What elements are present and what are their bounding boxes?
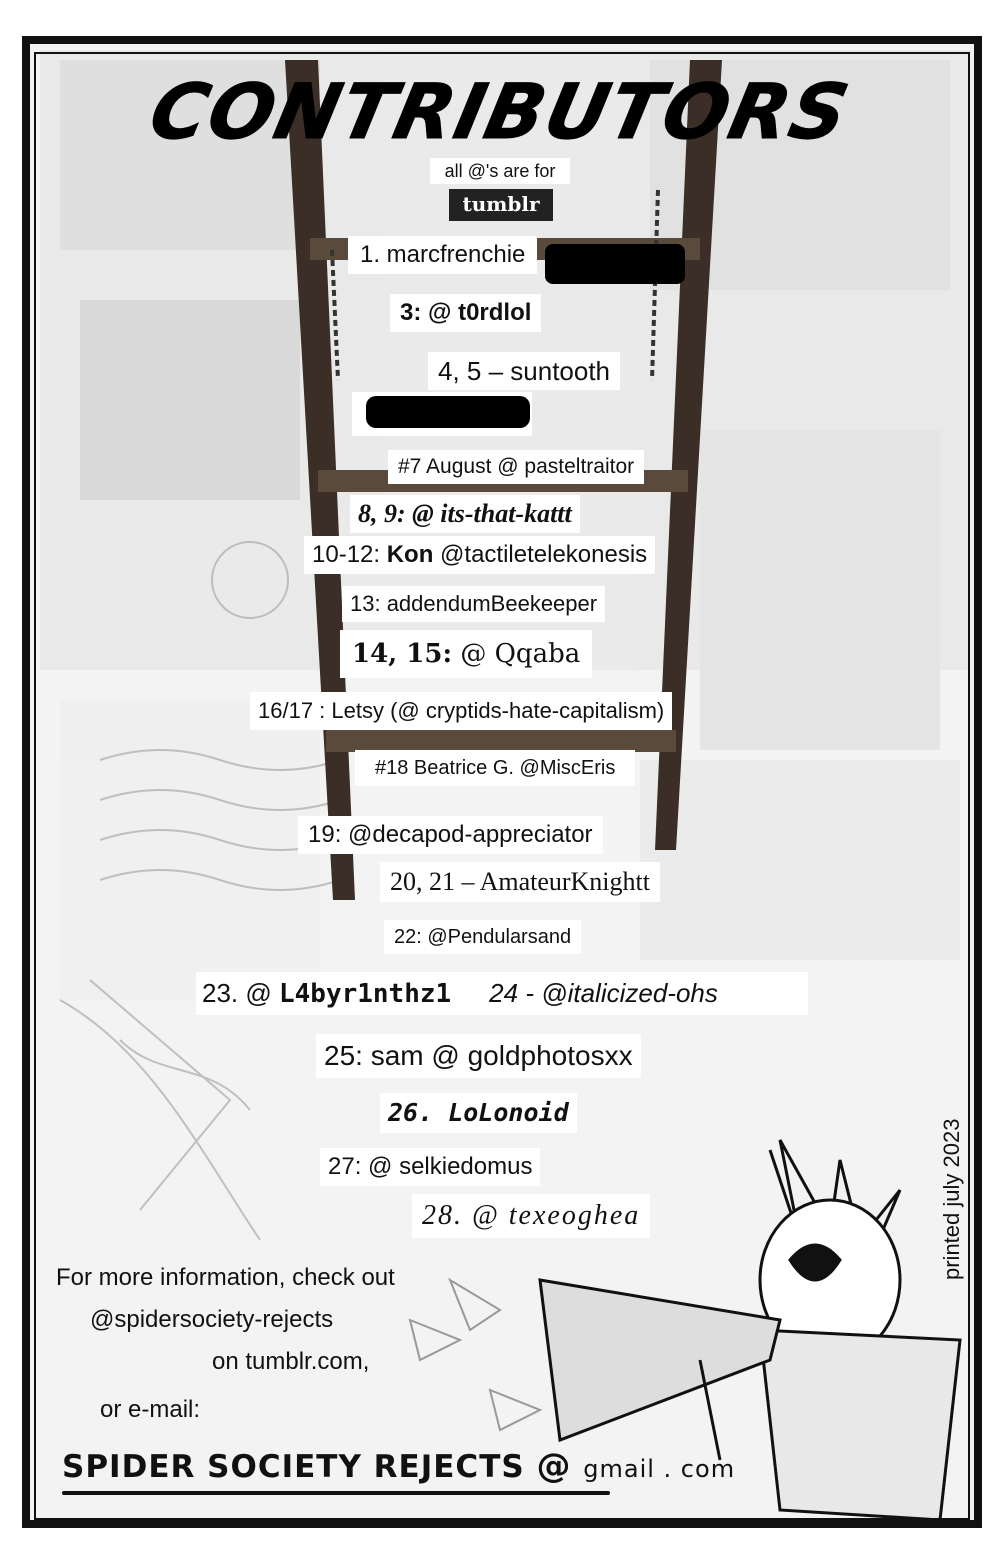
contributor-23-24 (196, 972, 808, 1015)
contributor-13: 13: addendumBeekeeper (342, 586, 605, 622)
email-domain: gmail . com (583, 1455, 736, 1483)
contributor-10-12-prefix: 10-12: (312, 541, 387, 568)
contributor-28: 28. @ texeoghea (412, 1194, 650, 1238)
contributor-3: 3: @ t0rdlol (390, 294, 541, 332)
contributor-8-9: 8, 9: @ its-that-kattt (350, 495, 580, 533)
contributor-7: #7 August @ pasteltraitor (388, 450, 644, 484)
contributor-10-12 (304, 536, 655, 574)
contributor-20-21: 20, 21 – AmateurKnightt (380, 862, 660, 902)
redaction-mark (366, 396, 530, 428)
footer-info-line1: For more information, check out (56, 1264, 395, 1291)
tumblr-note: all @'s are for (430, 158, 570, 184)
contributor-26: 26. LoLonoid (380, 1093, 577, 1133)
contributor-14-15 (340, 630, 592, 678)
redaction-mark (545, 244, 685, 284)
contributor-1: 1. marcfrenchie (348, 236, 537, 274)
email-name: SPIDER SOCIETY REJECTS (62, 1449, 525, 1485)
contributor-23-handle: L4byr1nthz1 (278, 979, 452, 1009)
tumblr-logo: tumblr (449, 189, 553, 221)
footer-info-line4: or e-mail: (100, 1396, 201, 1423)
contributor-27: 27: @ selkiedomus (320, 1148, 540, 1186)
contributor-19: 19: @decapod-appreciator (298, 816, 603, 854)
contributor-10-12-name: Kon (386, 541, 434, 568)
contributor-24: 24 - @italicized-ohs (489, 978, 718, 1008)
contributor-10-12-handle: @tactiletelekonesis (433, 541, 648, 568)
contributor-23-prefix: 23. @ (202, 978, 279, 1008)
contributor-18: #18 Beatrice G. @MiscEris (355, 750, 635, 786)
email-at: @ (536, 1446, 572, 1486)
email-underline (62, 1491, 610, 1495)
contributor-22: 22: @Pendularsand (384, 920, 581, 954)
footer-info-handle: @spidersociety-rejects (90, 1306, 334, 1333)
contributor-14-15-prefix: 14, 15: (352, 639, 453, 669)
contributor-16-17: 16/17 : Letsy (@ cryptids-hate-capitalism) (250, 692, 672, 730)
contributor-14-15-handle: @ Qqaba (452, 639, 581, 669)
page-title: CONTRIBUTORS (142, 67, 858, 156)
footer-email (58, 1446, 739, 1489)
footer-info-line3: on tumblr.com, (212, 1348, 370, 1375)
contributor-25: 25: sam @ goldphotosxx (316, 1034, 641, 1078)
printed-date: printed july 2023 (939, 1118, 964, 1280)
contributor-4-5: 4, 5 – suntooth (428, 352, 620, 390)
